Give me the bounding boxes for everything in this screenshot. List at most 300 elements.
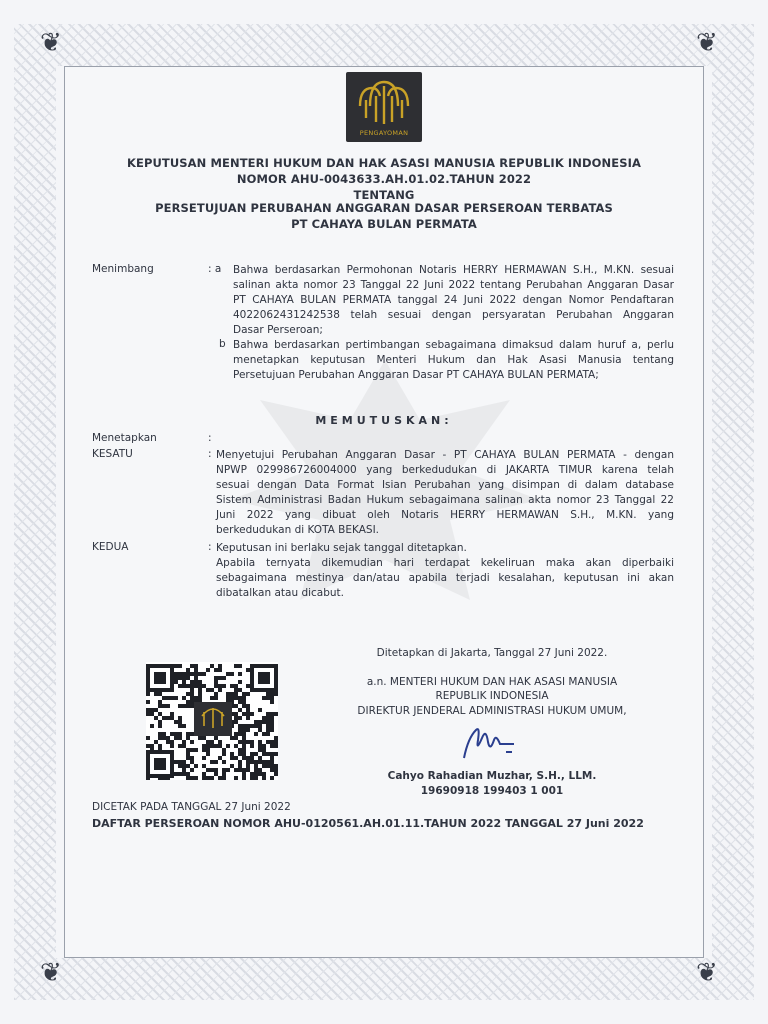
text-line: Sistem Administrasi Badan Hukum sebagaimana salinan akta nomor 23 Tanggal 22 xyxy=(216,494,674,506)
qr-module xyxy=(186,676,190,680)
qr-module xyxy=(182,768,186,772)
qr-module xyxy=(226,692,230,696)
qr-module xyxy=(178,684,182,688)
corner-ornament-icon: ❦ xyxy=(40,28,62,58)
qr-module xyxy=(258,672,270,684)
qr-module xyxy=(234,716,238,720)
qr-module xyxy=(186,704,190,708)
qr-module xyxy=(158,744,162,748)
qr-module xyxy=(174,676,178,680)
qr-module xyxy=(214,772,218,776)
qr-module xyxy=(198,672,202,676)
qr-module xyxy=(250,752,254,756)
qr-module xyxy=(258,740,262,744)
company-name: PT CAHAYA BULAN PERMATA xyxy=(291,217,477,231)
text-line: Keputusan ini berlaku sejak tanggal ditetapkan. xyxy=(216,542,467,554)
decree-about: TENTANG xyxy=(353,188,415,202)
qr-module xyxy=(270,720,274,724)
text-line: berkedudukan di KOTA BEKASI. xyxy=(216,524,380,536)
kedua-label: KEDUA xyxy=(92,541,129,553)
qr-module xyxy=(258,760,262,764)
qr-module xyxy=(190,756,194,760)
qr-module xyxy=(186,732,190,736)
text-line: PT CAHAYA BULAN PERMATA tanggal 24 Juni 2022 dengan Nomor Pendaftaran xyxy=(233,294,674,306)
signatory-name: Cahyo Rahadian Muzhar, S.H., LLM. xyxy=(387,770,597,782)
qr-module xyxy=(222,776,226,780)
qr-module xyxy=(202,736,206,740)
qr-module xyxy=(266,740,270,744)
qr-module xyxy=(262,716,266,720)
qr-module xyxy=(174,720,178,724)
qr-module xyxy=(230,684,234,688)
qr-module xyxy=(158,692,162,696)
qr-module xyxy=(182,672,186,676)
qr-module xyxy=(250,740,254,744)
qr-module xyxy=(174,736,178,740)
qr-module xyxy=(210,744,214,748)
kesatu-text xyxy=(216,448,674,538)
qr-module xyxy=(154,758,166,770)
qr-module xyxy=(190,688,194,692)
qr-module xyxy=(238,732,242,736)
qr-module xyxy=(230,756,234,760)
qr-module xyxy=(234,732,238,736)
qr-module xyxy=(186,672,190,676)
qr-module xyxy=(186,752,190,756)
qr-module xyxy=(218,668,222,672)
menimbang-label: Menimbang xyxy=(92,263,154,275)
corner-ornament-icon: ❦ xyxy=(40,958,62,988)
qr-module xyxy=(198,688,202,692)
kedua-colon: : xyxy=(208,541,212,553)
qr-module xyxy=(194,672,198,676)
qr-module xyxy=(210,696,214,700)
text-line: Apabila ternyata dikemudian hari terdapat kekeliruan maka akan diperbaiki xyxy=(216,557,674,569)
qr-module xyxy=(186,736,190,740)
qr-module xyxy=(186,764,190,768)
qr-module xyxy=(226,744,230,748)
qr-module xyxy=(254,732,258,736)
qr-module xyxy=(158,704,162,708)
qr-module xyxy=(234,712,238,716)
qr-module xyxy=(186,700,190,704)
qr-module xyxy=(182,764,186,768)
qr-module xyxy=(242,700,246,704)
qr-module xyxy=(178,732,182,736)
qr-module xyxy=(150,724,154,728)
qr-module xyxy=(246,692,250,696)
qr-module xyxy=(182,740,186,744)
text-line: sebagaimana mestinya dan/atau apabila terjadi kesalahan, keputusan ini akan xyxy=(216,572,674,584)
qr-module xyxy=(274,768,278,772)
memutuskan-heading: MEMUTUSKAN: xyxy=(315,414,453,427)
place-date: Ditetapkan di Jakarta, Tanggal 27 Juni 2022. xyxy=(376,647,608,659)
qr-module xyxy=(246,756,250,760)
qr-module xyxy=(218,740,222,744)
kesatu-label: KESATU xyxy=(92,448,133,460)
text-line: NPWP 029986726004000 yang berkedudukan di JAKARTA TIMUR karena telah xyxy=(216,464,674,476)
qr-module xyxy=(190,664,194,668)
qr-module xyxy=(266,716,270,720)
qr-module xyxy=(234,684,238,688)
qr-module xyxy=(270,724,274,728)
qr-module xyxy=(274,752,278,756)
text-line: Bahwa berdasarkan pertimbangan sebagaimana dimaksud dalam huruf a, perlu xyxy=(233,339,674,351)
qr-module xyxy=(190,692,194,696)
qr-module xyxy=(246,760,250,764)
qr-module xyxy=(238,716,242,720)
qr-module xyxy=(186,692,190,696)
qr-module xyxy=(266,760,270,764)
qr-module xyxy=(222,772,226,776)
qr-module xyxy=(178,664,182,668)
menimbang-item-b xyxy=(233,338,674,383)
qr-module xyxy=(230,736,234,740)
qr-module xyxy=(246,716,250,720)
qr-module xyxy=(178,716,182,720)
qr-module xyxy=(242,732,246,736)
qr-module xyxy=(190,696,194,700)
qr-module xyxy=(146,700,150,704)
qr-module xyxy=(186,668,190,672)
qr-module xyxy=(242,748,246,752)
qr-module xyxy=(234,736,238,740)
qr-module xyxy=(170,696,174,700)
qr-module xyxy=(158,736,162,740)
text-line: dibatalkan atau dicabut. xyxy=(216,587,345,599)
qr-module xyxy=(146,712,150,716)
qr-module xyxy=(214,768,218,772)
qr-module xyxy=(218,664,222,668)
signatory-nip: 19690918 199403 1 001 xyxy=(420,785,564,797)
qr-module xyxy=(194,668,198,672)
qr-module xyxy=(238,740,242,744)
qr-module xyxy=(246,740,250,744)
qr-module xyxy=(254,720,258,724)
qr-module xyxy=(190,684,194,688)
qr-module xyxy=(162,696,166,700)
qr-module xyxy=(266,724,270,728)
qr-module xyxy=(218,744,222,748)
kesatu-colon: : xyxy=(208,448,212,460)
qr-module xyxy=(194,684,198,688)
qr-module xyxy=(242,724,246,728)
qr-module xyxy=(262,772,266,776)
qr-module xyxy=(210,740,214,744)
qr-module xyxy=(274,736,278,740)
qr-module xyxy=(270,700,274,704)
qr-module xyxy=(198,692,202,696)
qr-module xyxy=(218,676,222,680)
corner-ornament-icon: ❦ xyxy=(696,958,718,988)
qr-module xyxy=(238,728,242,732)
qr-module xyxy=(274,772,278,776)
qr-module xyxy=(222,768,226,772)
qr-module xyxy=(246,764,250,768)
qr-module xyxy=(194,680,198,684)
qr-module xyxy=(170,716,174,720)
qr-module xyxy=(206,740,210,744)
qr-module xyxy=(238,708,242,712)
qr-module xyxy=(250,712,254,716)
qr-module xyxy=(242,776,246,780)
qr-module xyxy=(230,692,234,696)
qr-module xyxy=(218,688,222,692)
qr-module xyxy=(230,764,234,768)
qr-module xyxy=(270,752,274,756)
qr-module xyxy=(198,736,202,740)
qr-module xyxy=(202,684,206,688)
qr-module xyxy=(210,688,214,692)
qr-module xyxy=(238,748,242,752)
qr-module xyxy=(174,760,178,764)
qr-module xyxy=(186,756,190,760)
qr-module xyxy=(254,776,258,780)
qr-module xyxy=(242,772,246,776)
qr-module xyxy=(174,680,178,684)
decree-number: NOMOR AHU-0043633.AH.01.02.TAHUN 2022 xyxy=(236,172,532,186)
qr-module xyxy=(238,664,242,668)
qr-module xyxy=(214,692,218,696)
qr-module xyxy=(206,668,210,672)
qr-module xyxy=(146,692,150,696)
qr-module xyxy=(158,732,162,736)
qr-module xyxy=(150,708,154,712)
qr-module xyxy=(202,776,206,780)
qr-module xyxy=(162,736,166,740)
qr-module xyxy=(266,732,270,736)
qr-module xyxy=(258,744,262,748)
qr-module xyxy=(214,760,218,764)
qr-module xyxy=(190,680,194,684)
qr-module xyxy=(178,676,182,680)
qr-module xyxy=(170,712,174,716)
qr-module xyxy=(246,704,250,708)
qr-module xyxy=(230,752,234,756)
qr-module xyxy=(158,724,162,728)
qr-module xyxy=(194,676,198,680)
qr-module xyxy=(210,760,214,764)
qr-module xyxy=(202,672,206,676)
qr-module xyxy=(214,696,218,700)
qr-module xyxy=(250,756,254,760)
qr-module xyxy=(262,748,266,752)
qr-module xyxy=(182,684,186,688)
qr-module xyxy=(258,756,262,760)
qr-module xyxy=(178,724,182,728)
corner-ornament-icon: ❦ xyxy=(696,28,718,58)
qr-module xyxy=(270,712,274,716)
qr-module xyxy=(190,768,194,772)
qr-module xyxy=(242,756,246,760)
qr-module xyxy=(214,668,218,672)
qr-module xyxy=(178,744,182,748)
qr-module xyxy=(158,700,162,704)
qr-module xyxy=(238,760,242,764)
qr-module xyxy=(174,696,178,700)
qr-module xyxy=(242,712,246,716)
qr-module xyxy=(250,744,254,748)
qr-module xyxy=(270,692,274,696)
qr-module xyxy=(190,704,194,708)
qr-code xyxy=(146,662,278,780)
qr-module xyxy=(206,688,210,692)
qr-module xyxy=(222,752,226,756)
qr-module xyxy=(254,764,258,768)
qr-module xyxy=(234,704,238,708)
decree-title: KEPUTUSAN MENTERI HUKUM DAN HAK ASASI MANUSIA REPUBLIK INDONESIA xyxy=(126,156,641,170)
qr-module xyxy=(194,696,198,700)
qr-module xyxy=(270,728,274,732)
qr-module xyxy=(210,768,214,772)
qr-module xyxy=(198,680,202,684)
qr-module xyxy=(170,744,174,748)
text-line: Dasar Perseroan; xyxy=(233,324,323,336)
qr-module xyxy=(238,696,242,700)
qr-module xyxy=(262,732,266,736)
qr-module xyxy=(182,744,186,748)
qr-module xyxy=(262,760,266,764)
qr-module xyxy=(270,760,274,764)
qr-module xyxy=(178,720,182,724)
emblem-caption: PENGAYOMAN xyxy=(359,129,409,137)
qr-module xyxy=(270,744,274,748)
qr-module xyxy=(226,672,230,676)
qr-module xyxy=(242,740,246,744)
qr-module xyxy=(262,776,266,780)
qr-module xyxy=(182,704,186,708)
qr-module xyxy=(166,736,170,740)
qr-module xyxy=(270,764,274,768)
qr-module xyxy=(274,692,278,696)
qr-module xyxy=(270,716,274,720)
qr-module xyxy=(238,688,242,692)
qr-module xyxy=(242,704,246,708)
qr-module xyxy=(242,744,246,748)
qr-module xyxy=(234,744,238,748)
qr-module xyxy=(222,748,226,752)
qr-module xyxy=(186,748,190,752)
qr-module xyxy=(158,712,162,716)
qr-module xyxy=(190,700,194,704)
qr-module xyxy=(186,684,190,688)
text-line: sesuai dengan Data Format Isian Perubahan yang disimpan di dalam database xyxy=(216,479,674,491)
qr-module xyxy=(194,664,198,668)
printed-date: DICETAK PADA TANGGAL 27 Juni 2022 xyxy=(92,801,291,813)
qr-module xyxy=(246,728,250,732)
qr-module xyxy=(206,776,210,780)
qr-module xyxy=(194,748,198,752)
qr-module xyxy=(258,728,262,732)
qr-module xyxy=(214,744,218,748)
qr-module xyxy=(218,756,222,760)
qr-module xyxy=(170,740,174,744)
qr-module xyxy=(210,776,214,780)
qr-module xyxy=(258,748,262,752)
qr-module xyxy=(262,764,266,768)
qr-module xyxy=(170,732,174,736)
qr-module xyxy=(274,764,278,768)
qr-module xyxy=(158,720,162,724)
qr-module xyxy=(274,712,278,716)
signatory-title-3: DIREKTUR JENDERAL ADMINISTRASI HUKUM UMUM, xyxy=(357,705,627,717)
qr-module xyxy=(262,720,266,724)
qr-module xyxy=(186,776,190,780)
qr-module xyxy=(146,736,150,740)
qr-module xyxy=(190,748,194,752)
qr-module xyxy=(174,772,178,776)
text-line: Juni 2022 yang dibuat oleh Notaris HERRY HERMAWAN S.H., M.KN. yang xyxy=(216,509,674,521)
qr-module xyxy=(174,672,178,676)
qr-module xyxy=(266,728,270,732)
qr-module xyxy=(178,704,182,708)
qr-module xyxy=(242,752,246,756)
qr-module xyxy=(150,712,154,716)
qr-module xyxy=(202,748,206,752)
qr-module xyxy=(154,708,158,712)
qr-module xyxy=(218,776,222,780)
qr-module xyxy=(202,764,206,768)
qr-module xyxy=(258,724,262,728)
menetapkan-label: Menetapkan xyxy=(92,432,157,444)
qr-module xyxy=(258,708,262,712)
qr-module xyxy=(242,736,246,740)
qr-module xyxy=(230,672,234,676)
qr-module xyxy=(214,676,218,680)
qr-module xyxy=(270,696,274,700)
qr-module xyxy=(238,700,242,704)
qr-module xyxy=(254,760,258,764)
qr-module xyxy=(162,704,166,708)
qr-module xyxy=(258,768,262,772)
qr-module xyxy=(234,692,238,696)
qr-module xyxy=(266,692,270,696)
qr-module xyxy=(218,684,222,688)
qr-module xyxy=(154,672,166,684)
kedua-text xyxy=(216,541,674,601)
qr-module xyxy=(234,696,238,700)
qr-module xyxy=(202,744,206,748)
qr-module xyxy=(234,688,238,692)
qr-module xyxy=(258,720,262,724)
qr-module xyxy=(230,696,234,700)
qr-module xyxy=(214,684,218,688)
qr-module xyxy=(262,696,266,700)
qr-module xyxy=(238,752,242,756)
qr-module xyxy=(234,776,238,780)
qr-module xyxy=(274,740,278,744)
menimbang-marker-b: b xyxy=(219,338,226,350)
signatory-title-2: REPUBLIK INDONESIA xyxy=(435,690,549,702)
qr-module xyxy=(178,764,182,768)
qr-module xyxy=(254,772,258,776)
qr-module xyxy=(266,712,270,716)
qr-module xyxy=(258,772,262,776)
qr-module xyxy=(206,752,210,756)
qr-module xyxy=(182,676,186,680)
qr-module xyxy=(234,664,238,668)
qr-module xyxy=(234,756,238,760)
qr-module xyxy=(178,672,182,676)
signatory-title-1: a.n. MENTERI HUKUM DAN HAK ASASI MANUSIA xyxy=(366,676,618,688)
text-line: menetapkan keputusan Menteri Hukum dan Hak Asasi Manusia tentang xyxy=(233,354,674,366)
qr-module xyxy=(234,720,238,724)
qr-module xyxy=(146,708,150,712)
qr-module xyxy=(214,736,218,740)
qr-module xyxy=(162,716,166,720)
qr-module xyxy=(174,732,178,736)
qr-module xyxy=(166,716,170,720)
